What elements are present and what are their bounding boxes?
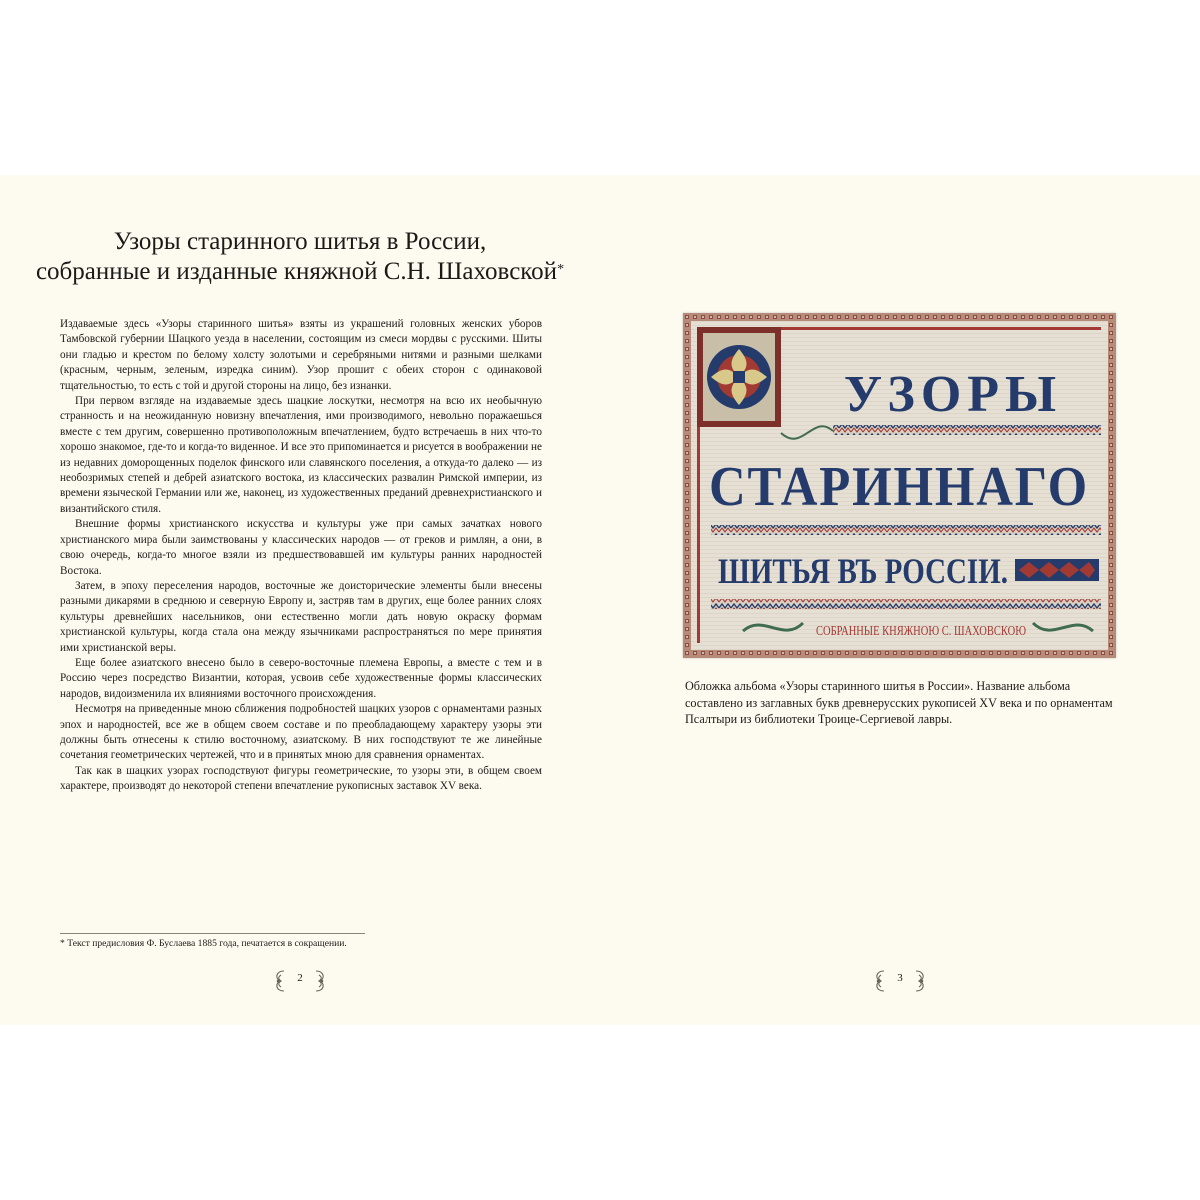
cover-title-line-2: СТАРИННАГО	[709, 456, 1089, 518]
folio-left	[270, 967, 330, 995]
image-caption: Обложка альбома «Узоры старинного шитья в России». Название альбома составлено из заглавных букв древнерусских рукописей XV века и по орнаментам Псалтыри из библиотеки Троице-Сергиевой лавры.	[685, 679, 1113, 726]
footnote-rule	[60, 933, 365, 934]
paragraph: При первом взгляде на издаваемые здесь шацкие лоскутки, несмотря на всю их необычную странность и на неожиданную новизну впечатления, ими производимого, невольно поражаешься вместе с тем другим, совершенно противоположным впечатлением, будто встречаешь в них что-то хорошо знакомое, где-то и когда-то виденное. И все это припоминается и рисуется в воображении не из недавних доморощенных поделок финского или славянского поселения, а откуда-то далеко — из необозримых степей и дебрей азиатского востока, из классических развалин Римской империи, из времени языческой Германии или же, наконец, из художественных преданий древнехристианского и византийского стиля.	[60, 395, 542, 515]
corner-medallion	[697, 327, 781, 427]
footnote: * Текст предисловия Ф. Буслаева 1885 года, печатается в сокращении.	[60, 938, 347, 949]
cover-subtitle: СОБРАННЫЕ КНЯЖНОЮ С. ШАХОВСКОЮ	[816, 624, 1026, 639]
cover-title-line-1: УЗОРЫ	[843, 366, 1063, 423]
footnote-mark: *	[557, 262, 565, 277]
paragraph: Издаваемые здесь «Узоры старинного шитья» взяты из украшений головных женских уборов Тамбовской губернии Шацкого уезда в населении, состоящим из смеси мордвы с русскими. Шиты они гладью и крестом по белому холсту золотыми и серебряными нитями и разными шелками (красным, черным, зеленым, изредка синим). Узор прошит с обеих сторон с одинаковой тщательностью, то есть с той и другой стороны на лицо, без изнанки.	[60, 318, 542, 392]
album-cover-illustration	[683, 313, 1116, 658]
cover-title-line-3: ШИТЬЯ ВЪ РОССІИ.	[718, 551, 1008, 591]
page-title	[0, 227, 600, 287]
page-number: 3	[897, 972, 903, 984]
paragraph: Несмотря на приведенные мною сближения подробностей шацких узоров с орнаментами разных эпох и народностей, все же в общем своем составе и по преобладающему характеру узоры эти должны быть отнесены к стилю восточному, азиатскому. В них господствуют те же линейные сочетания геометрических чертежей, что и в принятых мною для сравнения орнаментах.	[60, 703, 542, 762]
paragraph: Затем, в эпоху переселения народов, восточные же доисторические элементы были внесены разными дикарями в среднюю и северную Европу и, застряв там в других, еще более ранних слоях культуры древнейших насельников, они естественно могли дать новую окраску формам христианской культуры, когда стала она между язычниками распространяться по мере принятия ими христианской веры.	[60, 579, 542, 654]
paragraph: Еще более азиатского внесено было в северо-восточные племена Европы, а вместе с тем и в Россию через посредство Византии, которая, усвоив себе художественные формы классических народов, видоизменила их влияниями восточного происхождения.	[60, 656, 542, 700]
preface-text	[60, 317, 542, 795]
title-line-1: Узоры старинного шитья в России,	[113, 228, 487, 255]
page-number: 2	[297, 972, 303, 984]
folio-right	[870, 967, 930, 995]
album-cover-image	[683, 313, 1116, 658]
title-line-2: собранные и изданные княжной С.Н. Шаховской*	[35, 258, 565, 285]
paragraph: Так как в шацких узорах господствуют фигуры геометрические, то узоры эти, в общем своем характере, производят до некоторой степени впечатление рукописных заставок XV века.	[60, 764, 542, 793]
book-spread	[0, 175, 1200, 1025]
paragraph: Внешние формы христианского искусства и культуры уже при самых зачатках нового христианского мира были заимствованы у классических народов — от греков и римлян, а они, в свою очередь, когда-то многое взяли из предшествовавшей им культуры ранних народностей Востока.	[60, 518, 542, 577]
